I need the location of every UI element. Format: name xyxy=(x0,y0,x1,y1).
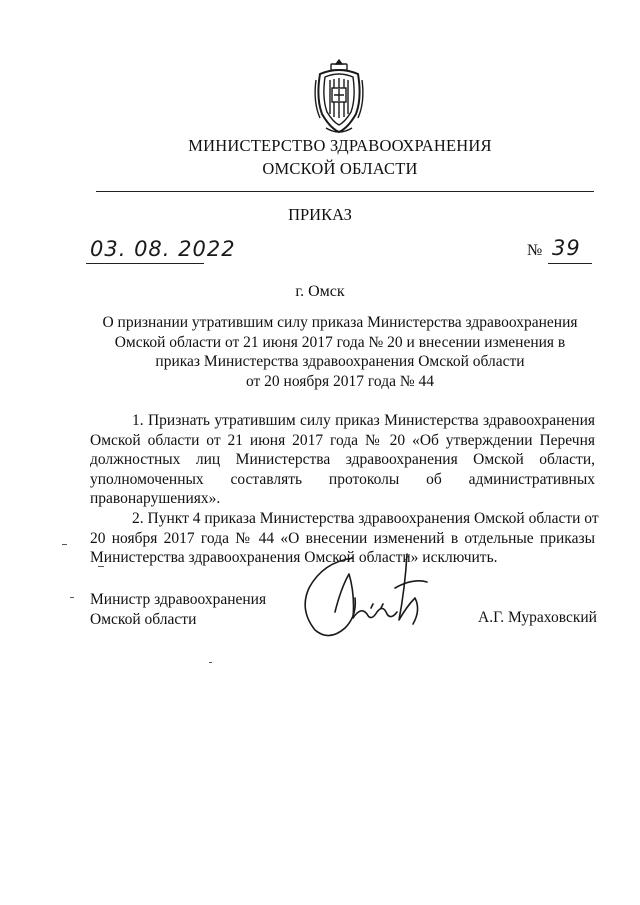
scan-mark xyxy=(98,566,104,567)
scan-mark xyxy=(62,544,67,545)
city: г. Омск xyxy=(295,283,345,300)
subject-line: О признании утратившим силу приказа Министерства здравоохранения xyxy=(102,314,578,331)
order-number-handwritten: 39 xyxy=(552,236,581,260)
document-type: ПРИКАЗ xyxy=(288,205,352,224)
ministry-name-line2: ОМСКОЙ ОБЛАСТИ xyxy=(262,159,418,178)
signatory-name: А.Г. Мураховский xyxy=(478,609,597,626)
scan-mark xyxy=(209,662,212,663)
paragraph-1 xyxy=(90,411,595,509)
handwritten-signature xyxy=(295,548,445,648)
subject-line: приказ Министерства здравоохранения Омской области xyxy=(155,353,525,370)
paragraph-line: правонарушениях». xyxy=(90,490,221,507)
paragraph-line: 1. Признать утратившим силу приказ Министерства здравоохранения xyxy=(132,412,595,429)
paragraph-line: уполномоченных составлять протоколы об административных xyxy=(90,470,595,488)
paragraph-line: должностных лиц Министерства здравоохранения Омской области, xyxy=(90,451,595,468)
paragraph-line: 20 ноября 2017 года № 44 «О внесении изменений в отдельные приказы xyxy=(90,529,595,547)
signatory-title-line2: Омской области xyxy=(90,610,197,628)
paragraph-line: Омской области от 21 июня 2017 года № 20 «Об утверждении Перечня xyxy=(90,431,595,449)
order-date-handwritten: 03. 08. 2022 xyxy=(90,237,236,261)
signatory-title-line1: Министр здравоохранения xyxy=(90,591,267,608)
order-subject xyxy=(100,313,580,391)
subject-line: от 20 ноября 2017 года № 44 xyxy=(245,372,435,390)
order-number-prefix: № xyxy=(527,242,543,259)
header-divider xyxy=(96,191,594,192)
scan-mark xyxy=(70,597,74,598)
coat-of-arms-icon xyxy=(312,58,366,136)
number-underline xyxy=(548,263,592,264)
ministry-name-line1: МИНИСТЕРСТВО ЗДРАВООХРАНЕНИЯ xyxy=(188,136,492,155)
paragraph-line: Министерства здравоохранения Омской области» исключить. xyxy=(90,549,498,566)
paragraph-line: 2. Пункт 4 приказа Министерства здравоохранения Омской области от xyxy=(132,510,599,527)
date-underline xyxy=(86,263,204,264)
signatory-title xyxy=(90,590,266,629)
subject-line: Омской области от 21 июня 2017 года № 20 и внесении изменения в xyxy=(114,333,566,351)
